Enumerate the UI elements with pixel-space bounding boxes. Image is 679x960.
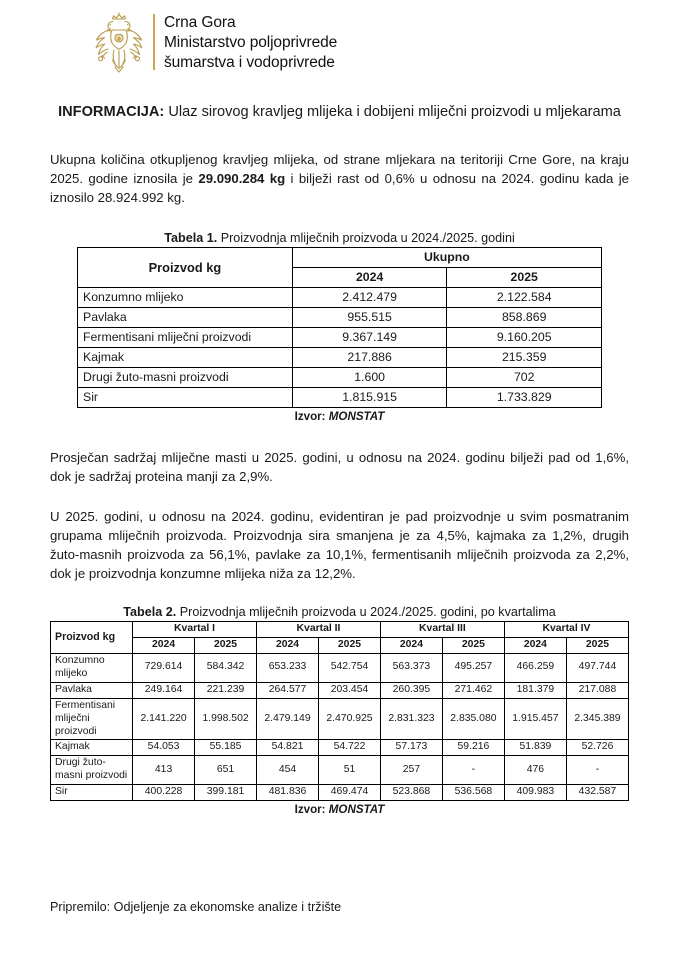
table-1-product-0: Konzumno mlijeko [78, 287, 293, 307]
table-2-value-1-6: 181.379 [504, 682, 566, 698]
table-1-caption-text: Proizvodnja mliječnih proizvoda u 2024./2025. godini [217, 231, 515, 246]
table-2-value-0-2: 653.233 [257, 654, 319, 683]
table-2-value-2-0: 2.141.220 [133, 698, 195, 740]
table-2-value-5-6: 409.983 [504, 785, 566, 801]
table-2-value-4-7: - [566, 756, 628, 785]
intro-total-kg: 29.090.284 kg [198, 170, 286, 186]
table-1-group-header: Ukupno [292, 248, 601, 268]
table-2-product-4: Drugi žuto-masni proizvodi [51, 756, 133, 785]
table-1-product-header: Proizvod kg [78, 248, 293, 288]
letterhead [0, 0, 679, 76]
table-2-year-header-5: 2025 [442, 638, 504, 654]
table-2-value-0-5: 495.257 [442, 654, 504, 683]
table-2-year-header-6: 2024 [504, 638, 566, 654]
table-1-value-4-2024: 1.600 [292, 367, 447, 387]
table-row [78, 327, 602, 347]
table-1-value-3-2024: 217.886 [292, 347, 447, 367]
table-2-caption-text: Proizvodnja mliječnih proizvoda u 2024./2025. godini, po kvartalima [176, 605, 556, 620]
table-2-value-5-2: 481.836 [257, 785, 319, 801]
table-2-year-header-7: 2025 [566, 638, 628, 654]
table-1-value-0-2025: 2.122.584 [447, 287, 602, 307]
table-1-caption-label: Tabela 1. [164, 231, 218, 246]
page-title-label: INFORMACIJA: [58, 104, 165, 120]
page-title-text: Ulaz sirovog kravljeg mlijeka i dobijeni mliječni proizvodi u mljekarama [164, 104, 621, 120]
table-2-value-2-4: 2.831.323 [380, 698, 442, 740]
table-row [51, 654, 629, 683]
table-2-quarter-4-header: Kvartal IV [504, 622, 628, 638]
table-2-value-2-5: 2.835.080 [442, 698, 504, 740]
table-row [51, 698, 629, 740]
table-2-value-3-2: 54.821 [257, 740, 319, 756]
table-1-source-value: MONSTAT [328, 409, 385, 423]
gold-divider [153, 14, 155, 70]
ministry-line-1: Ministarstvo poljoprivrede [164, 34, 338, 52]
table-2-value-3-5: 59.216 [442, 740, 504, 756]
table-row [78, 307, 602, 327]
table-1-product-1: Pavlaka [78, 307, 293, 327]
ministry-name-block [164, 13, 337, 72]
table-1-caption [77, 231, 602, 245]
table-2-value-1-7: 217.088 [566, 682, 628, 698]
table-1-product-2: Fermentisani mliječni proizvodi [78, 327, 293, 347]
table-row [51, 785, 629, 801]
table-2-header-row-1 [51, 622, 629, 638]
table-2-product-0: Konzumno mlijeko [51, 654, 133, 683]
table-2-source-value: MONSTAT [328, 802, 385, 816]
document-body [0, 102, 679, 816]
table-2-value-4-4: 257 [380, 756, 442, 785]
table-1-value-0-2024: 2.412.479 [292, 287, 447, 307]
table-1-year-header-2024: 2024 [292, 268, 447, 288]
table-2-source [50, 803, 629, 816]
table-2-product-2: Fermentisani mliječni proizvodi [51, 698, 133, 740]
montenegro-coat-of-arms-icon [88, 10, 150, 76]
table-2-value-3-7: 52.726 [566, 740, 628, 756]
table-1-year-header-2025: 2025 [447, 268, 602, 288]
table-2-product-5: Sir [51, 785, 133, 801]
table-1-source-label: Izvor: [294, 409, 329, 423]
table-2-year-header-1: 2025 [195, 638, 257, 654]
table-2-product-1: Pavlaka [51, 682, 133, 698]
table-2-value-1-2: 264.577 [257, 682, 319, 698]
table-1-value-5-2025: 1.733.829 [447, 387, 602, 407]
table-2-value-1-4: 260.395 [380, 682, 442, 698]
table-1-value-1-2024: 955.515 [292, 307, 447, 327]
table-2-value-2-2: 2.479.149 [257, 698, 319, 740]
table-1-value-4-2025: 702 [447, 367, 602, 387]
table-1-value-2-2024: 9.367.149 [292, 327, 447, 347]
table-2-value-3-3: 54.722 [318, 740, 380, 756]
intro-paragraph [50, 151, 629, 207]
table-2-value-2-1: 1.998.502 [195, 698, 257, 740]
table-2-product-3: Kajmak [51, 740, 133, 756]
table-1-header-row-1 [78, 248, 602, 268]
table-2-value-3-6: 51.839 [504, 740, 566, 756]
table-1-product-5: Sir [78, 387, 293, 407]
table-2-block [50, 605, 629, 816]
table-2-source-label: Izvor: [294, 802, 329, 816]
table-2-value-1-5: 271.462 [442, 682, 504, 698]
country-name: Crna Gora [164, 14, 236, 32]
table-2-value-3-1: 55.185 [195, 740, 257, 756]
table-row [51, 740, 629, 756]
footer-note: Pripremilo: Odjeljenje za ekonomske analize i tržište [50, 900, 342, 914]
table-2-value-5-7: 432.587 [566, 785, 628, 801]
intro-part-a: Ukupna količina otkupljenog kravljeg mlijeka, od strane mljekara na teritoriji Crne Gore, na kraju 2025. godine iznosila je [50, 152, 629, 186]
table-2-quarter-3-header: Kvartal III [380, 622, 504, 638]
table-2 [50, 621, 629, 801]
table-row [78, 347, 602, 367]
table-2-value-4-6: 476 [504, 756, 566, 785]
table-2-value-0-4: 563.373 [380, 654, 442, 683]
table-2-year-header-2: 2024 [257, 638, 319, 654]
table-2-quarter-1-header: Kvartal I [133, 622, 257, 638]
table-row [51, 756, 629, 785]
table-row [78, 367, 602, 387]
table-2-value-4-5: - [442, 756, 504, 785]
table-2-value-4-0: 413 [133, 756, 195, 785]
table-2-quarter-2-header: Kvartal II [257, 622, 381, 638]
production-drop-paragraph: U 2025. godini, u odnosu na 2024. godinu, evidentiran je pad proizvodnje u svim posmatranim grupama mliječnih proizvoda. Proizvodnja sira smanjena je za 4,5%, kajmaka za 1,2%, drugih žuto-masnih proizvoda za 56,1%, pavlake za 10,1%, fermentisanih mliječnih proizvoda za 2,2%, dok je proizvodnja konzumne mlijeka niža za 12,2%. [50, 509, 629, 581]
table-2-value-0-3: 542.754 [318, 654, 380, 683]
table-row [51, 682, 629, 698]
table-1-value-5-2024: 1.815.915 [292, 387, 447, 407]
intro-part-b: i bilježi rast od 0,6% u odnosu na 2024. godinu kada je iznosilo 28.924.992 kg. [50, 170, 629, 205]
table-row [78, 287, 602, 307]
table-1-product-3: Kajmak [78, 347, 293, 367]
table-2-value-0-0: 729.614 [133, 654, 195, 683]
page-title [50, 102, 629, 123]
table-2-value-0-1: 584.342 [195, 654, 257, 683]
table-2-value-1-0: 249.164 [133, 682, 195, 698]
table-row [78, 387, 602, 407]
table-2-value-5-3: 469.474 [318, 785, 380, 801]
table-2-header-row-2 [51, 638, 629, 654]
table-2-value-3-4: 57.173 [380, 740, 442, 756]
table-1 [77, 247, 602, 408]
table-1-block [50, 231, 629, 423]
fat-content-paragraph: Prosječan sadržaj mliječne masti u 2025. godini, u odnosu na 2024. godinu bilježi pad od 1,6%, dok je sadržaj proteina manji za 2,9%. [50, 449, 629, 484]
table-2-value-4-1: 651 [195, 756, 257, 785]
table-1-product-4: Drugi žuto-masni proizvodi [78, 367, 293, 387]
table-2-year-header-0: 2024 [133, 638, 195, 654]
table-2-product-header: Proizvod kg [51, 622, 133, 654]
table-2-value-1-3: 203.454 [318, 682, 380, 698]
table-2-value-4-3: 51 [318, 756, 380, 785]
ministry-line-2: šumarstva i vodoprivrede [164, 53, 335, 71]
table-2-caption-label: Tabela 2. [123, 605, 177, 620]
table-2-value-5-4: 523.868 [380, 785, 442, 801]
table-2-value-2-3: 2.470.925 [318, 698, 380, 740]
table-2-value-2-6: 1.915.457 [504, 698, 566, 740]
table-1-source [77, 410, 602, 423]
table-2-value-5-1: 399.181 [195, 785, 257, 801]
table-2-value-2-7: 2.345.389 [566, 698, 628, 740]
table-2-value-5-5: 536.568 [442, 785, 504, 801]
table-2-value-4-2: 454 [257, 756, 319, 785]
table-2-caption [50, 605, 629, 619]
table-2-year-header-4: 2024 [380, 638, 442, 654]
table-2-value-5-0: 400.228 [133, 785, 195, 801]
table-2-year-header-3: 2025 [318, 638, 380, 654]
table-1-value-1-2025: 858.869 [447, 307, 602, 327]
table-2-value-0-7: 497.744 [566, 654, 628, 683]
table-2-value-0-6: 466.259 [504, 654, 566, 683]
table-1-value-3-2025: 215.359 [447, 347, 602, 367]
table-2-value-1-1: 221.239 [195, 682, 257, 698]
table-1-value-2-2025: 9.160.205 [447, 327, 602, 347]
table-2-value-3-0: 54.053 [133, 740, 195, 756]
